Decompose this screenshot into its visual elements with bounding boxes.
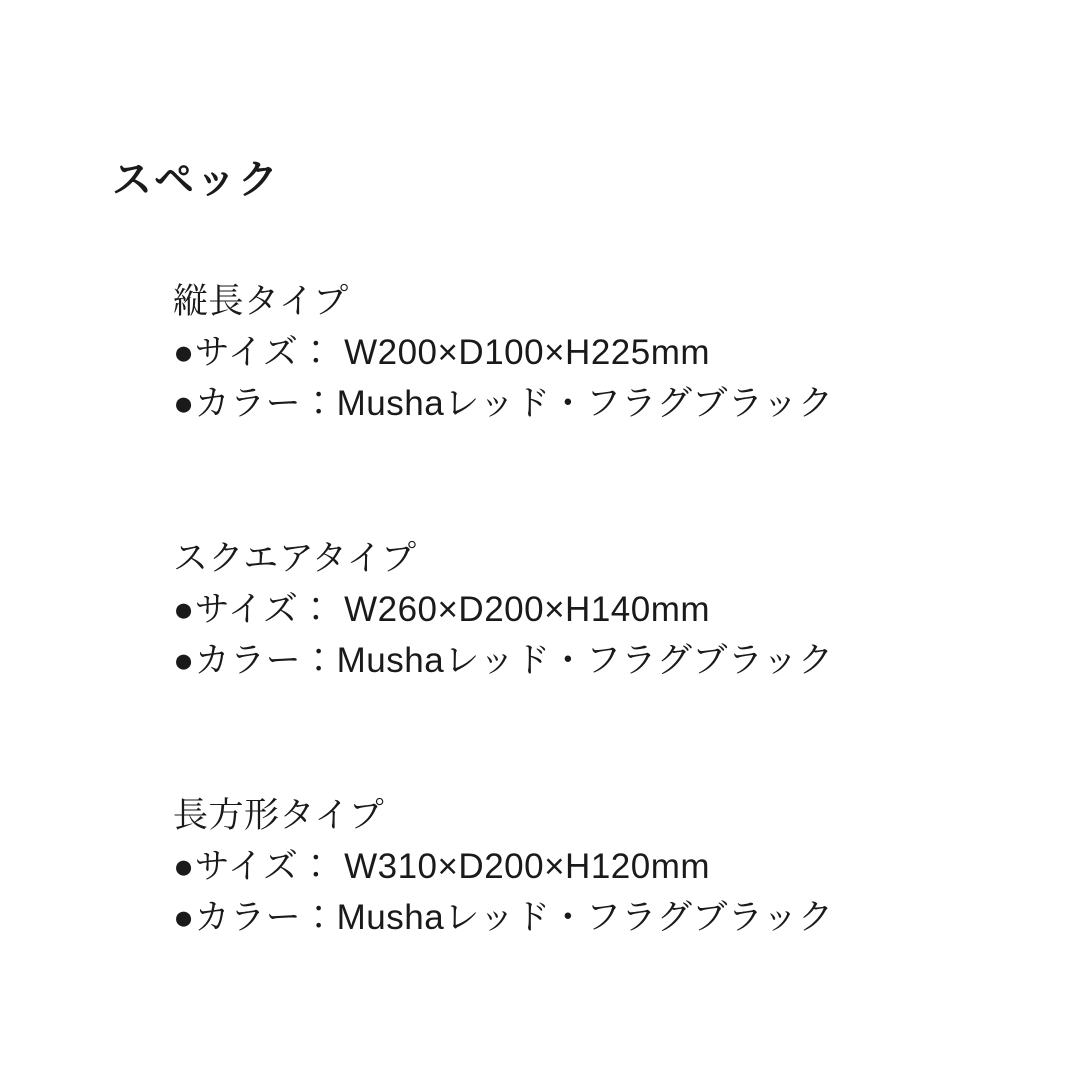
spec-section-rectangle-type [173,790,1040,943]
spec-size-line: ●サイズ： W200×D100×H225mm [173,333,711,372]
spec-section-square-type [173,533,1040,686]
spec-section-vertical-type [173,276,1040,429]
spec-size-line: ●サイズ： W260×D200×H140mm [173,590,711,629]
spec-color-line: ●カラー：Mushaレッド・フラグブラック [173,384,834,423]
page-title: スペック [112,158,280,202]
spec-color-line: ●カラー：Mushaレッド・フラグブラック [173,898,834,937]
spec-type-title: 長方形タイプ [173,796,385,835]
spec-color-line: ●カラー：Mushaレッド・フラグブラック [173,641,834,680]
spec-type-title: 縦長タイプ [173,282,349,321]
spec-sections [173,276,1040,1047]
spec-type-title: スクエアタイプ [173,539,417,578]
spec-size-line: ●サイズ： W310×D200×H120mm [173,847,711,886]
